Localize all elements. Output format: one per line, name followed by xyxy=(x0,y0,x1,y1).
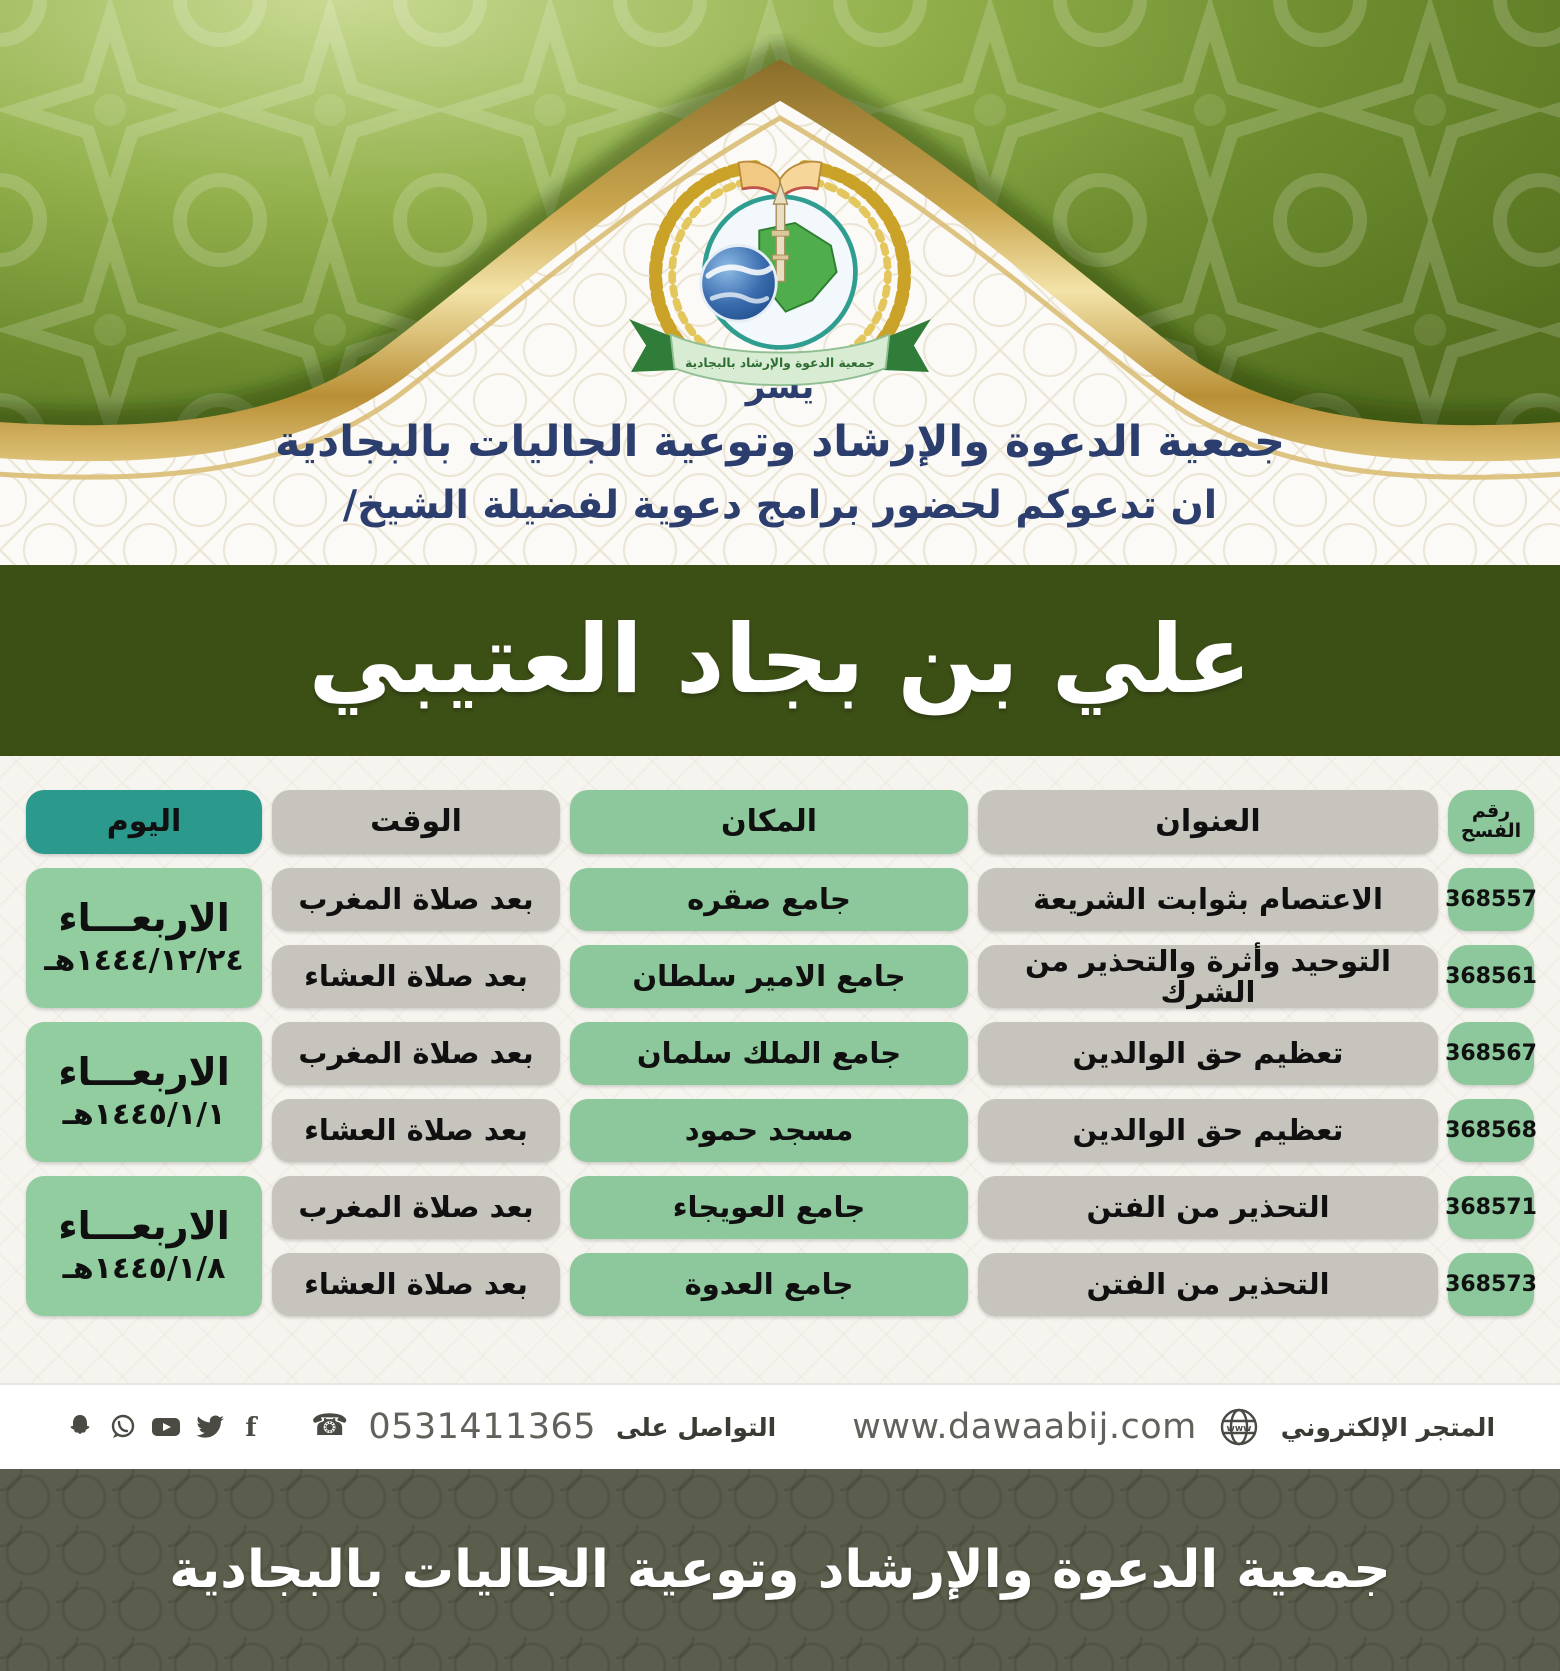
place-cell: جامع الامير سلطان xyxy=(570,945,968,1008)
svg-text:www: www xyxy=(1226,1424,1252,1434)
hero-section xyxy=(0,0,1560,565)
organization-name: جمعية الدعوة والإرشاد وتوعية الجاليات بالبجادية xyxy=(274,417,1286,467)
time-cell: بعد صلاة المغرب xyxy=(272,1176,560,1239)
contact-label: التواصل على xyxy=(616,1412,777,1442)
column-header-title: العنوان xyxy=(978,790,1438,854)
website-url: www.dawaabij.com xyxy=(852,1407,1197,1447)
column-header-place: المكان xyxy=(570,790,968,854)
title-cell: التحذير من الفتن xyxy=(978,1176,1438,1239)
social-icons xyxy=(65,1412,263,1442)
earth-globe-icon xyxy=(701,246,776,321)
schedule-table xyxy=(26,790,1537,1316)
time-cell: بعد صلاة المغرب xyxy=(272,1022,560,1085)
place-cell: جامع العدوة xyxy=(570,1253,968,1316)
column-header-permit: رقم الفسح xyxy=(1448,790,1534,854)
invitation-line: ان تدعوكم لحضور برامج دعوية لفضيلة الشيخ/ xyxy=(342,483,1218,528)
footer-banner xyxy=(0,1469,1560,1671)
title-cell: تعظيم حق الوالدين xyxy=(978,1022,1438,1085)
schedule-section xyxy=(0,756,1560,1383)
place-cell: جامع صقره xyxy=(570,868,968,931)
time-cell: بعد صلاة المغرب xyxy=(272,868,560,931)
permit-cell: 368571 xyxy=(1448,1176,1534,1239)
contact-strip xyxy=(0,1383,1560,1469)
phone-number: 0531411365 xyxy=(368,1407,597,1447)
svg-text:f: f xyxy=(245,1414,257,1440)
day-date: ١٤٤٥/١/٨هـ xyxy=(62,1251,226,1287)
day-cell xyxy=(26,868,262,1008)
time-cell: بعد صلاة العشاء xyxy=(272,945,560,1008)
day-name: الاربعـــاء xyxy=(58,1050,230,1095)
twitter-icon xyxy=(195,1414,225,1440)
sheikh-name: علي بن بجاد العتيبي xyxy=(308,605,1252,715)
day-date: ١٤٤٤/١٢/٢٤هـ xyxy=(44,943,244,979)
place-cell: جامع الملك سلمان xyxy=(570,1022,968,1085)
title-cell: التوحيد وأثرة والتحذير من الشرك xyxy=(978,945,1438,1008)
whatsapp-icon xyxy=(109,1413,137,1441)
association-logo xyxy=(610,140,950,404)
facebook-icon xyxy=(239,1414,263,1440)
youtube-icon xyxy=(151,1415,181,1439)
column-header-day: اليوم xyxy=(26,790,262,854)
column-header-time: الوقت xyxy=(272,790,560,854)
permit-cell: 368557 xyxy=(1448,868,1534,931)
phone-icon: ☎ xyxy=(310,1407,349,1443)
time-cell: بعد صلاة العشاء xyxy=(272,1099,560,1162)
permit-cell: 368561 xyxy=(1448,945,1534,1008)
day-name: الاربعـــاء xyxy=(58,896,230,941)
place-cell: جامع العويجاء xyxy=(570,1176,968,1239)
sheikh-name-banner xyxy=(0,565,1560,756)
day-name: الاربعـــاء xyxy=(58,1204,230,1249)
footer-calligraphy: جمعية الدعوة والإرشاد وتوعية الجاليات بالبجادية xyxy=(169,1540,1391,1600)
permit-cell: 368573 xyxy=(1448,1253,1534,1316)
logo-ribbon-text: جمعية الدعوة والإرشاد بالبجادية xyxy=(685,356,875,371)
globe-www-icon xyxy=(1217,1405,1261,1449)
permit-cell: 368567 xyxy=(1448,1022,1534,1085)
day-cell xyxy=(26,1176,262,1316)
permit-cell: 368568 xyxy=(1448,1099,1534,1162)
day-date: ١٤٤٥/١/١هـ xyxy=(62,1097,226,1133)
store-label: المتجر الإلكتروني xyxy=(1280,1412,1496,1442)
snapchat-icon xyxy=(65,1412,95,1442)
title-cell: التحذير من الفتن xyxy=(978,1253,1438,1316)
time-cell: بعد صلاة العشاء xyxy=(272,1253,560,1316)
title-cell: الاعتصام بثوابت الشريعة xyxy=(978,868,1438,931)
title-cell: تعظيم حق الوالدين xyxy=(978,1099,1438,1162)
day-cell xyxy=(26,1022,262,1162)
intro-word: يسر xyxy=(745,367,815,407)
place-cell: مسجد حمود xyxy=(570,1099,968,1162)
